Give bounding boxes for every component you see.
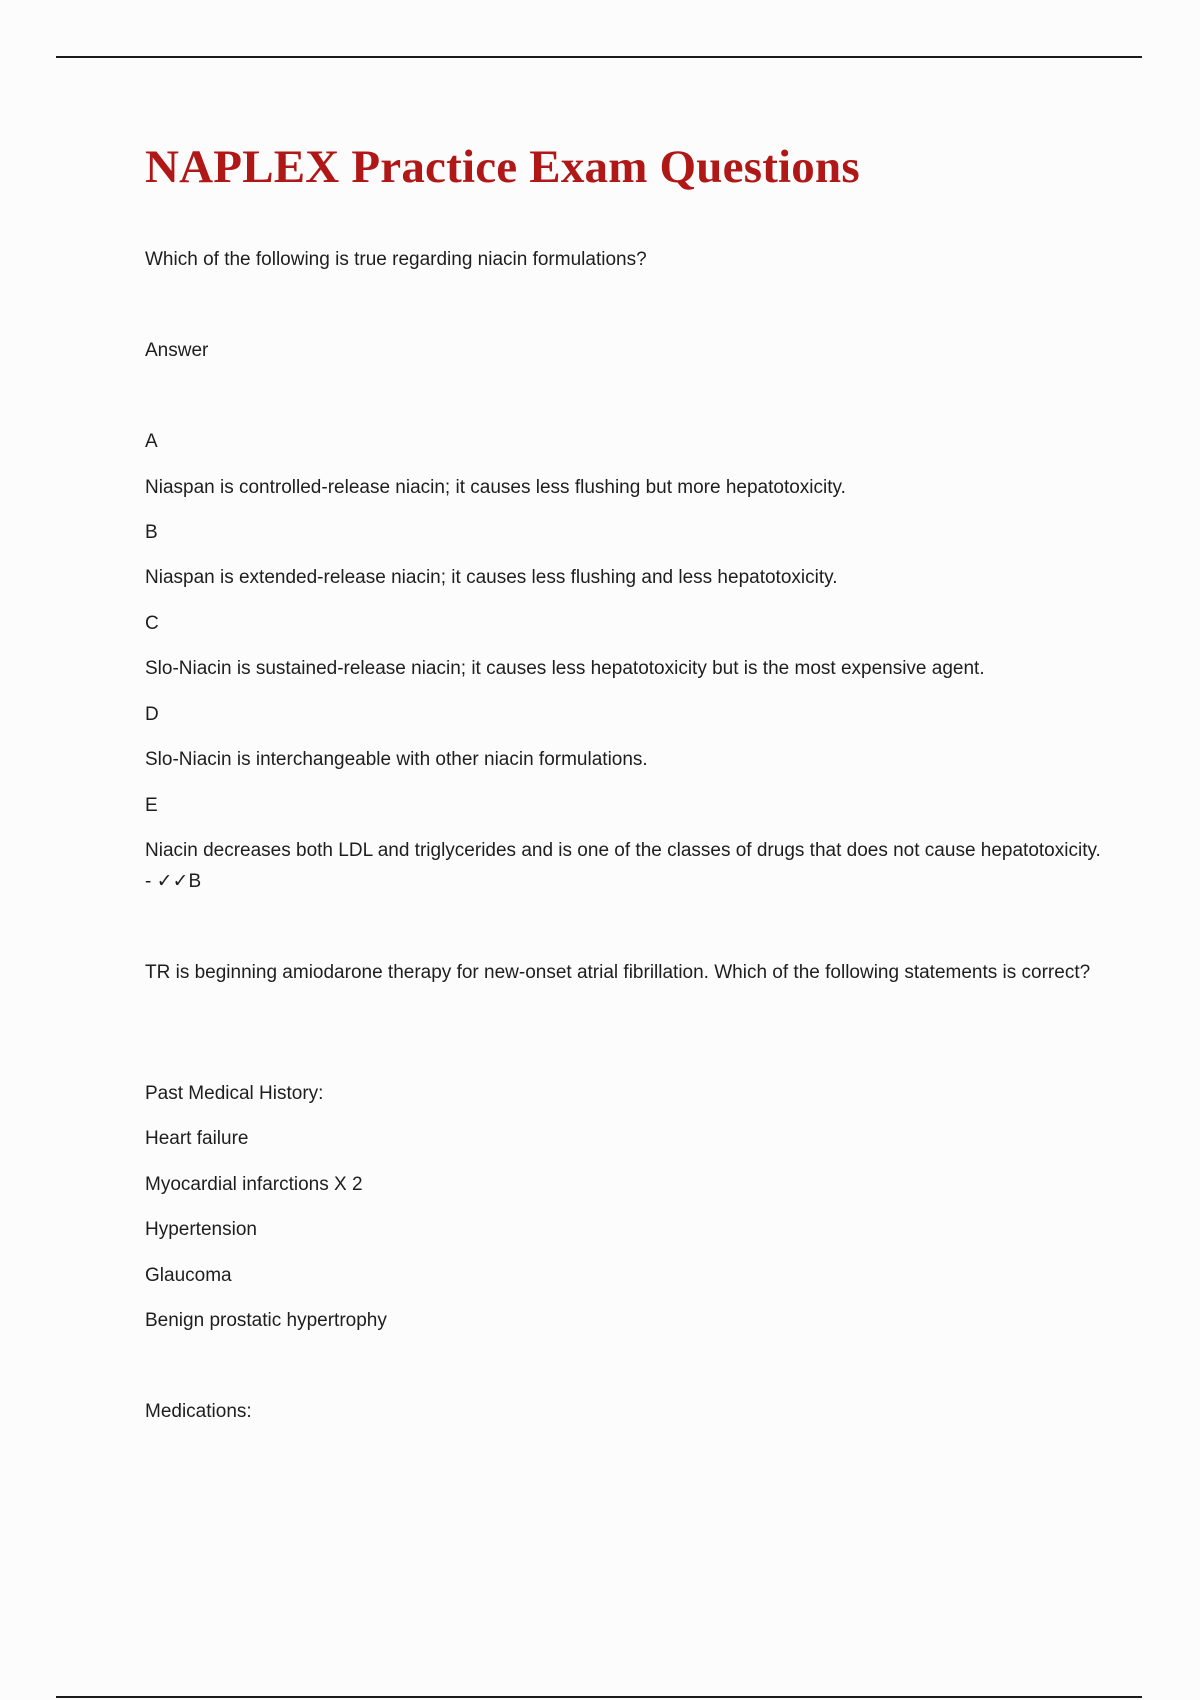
- header-rule: [56, 56, 1142, 58]
- option-c-letter: C: [145, 613, 159, 634]
- history-item: Myocardial infarctions X 2: [145, 1174, 363, 1195]
- option-b-letter: B: [145, 522, 158, 543]
- option-e-text: Niacin decreases both LDL and triglycerides and is one of the classes of drugs that does not cause hepatotoxicity. - ✓✓B: [145, 840, 1101, 892]
- history-item: Glaucoma: [145, 1265, 232, 1286]
- footer-rule: [56, 1696, 1142, 1698]
- option-a-text: Niaspan is controlled-release niacin; it causes less flushing but more hepatotoxicity.: [145, 477, 846, 498]
- history-item: Benign prostatic hypertrophy: [145, 1310, 387, 1331]
- page-title: NAPLEX Practice Exam Questions: [145, 141, 860, 193]
- medications-label: Medications:: [145, 1401, 252, 1422]
- question-1-stem: Which of the following is true regarding niacin formulations?: [145, 249, 647, 270]
- history-item: Hypertension: [145, 1219, 257, 1240]
- option-a-letter: A: [145, 431, 158, 452]
- question-2-stem: TR is beginning amiodarone therapy for new-onset atrial fibrillation. Which of the following statements is correct?: [145, 962, 1091, 983]
- option-e-letter: E: [145, 795, 158, 816]
- option-d-text: Slo-Niacin is interchangeable with other niacin formulations.: [145, 749, 648, 770]
- option-c-text: Slo-Niacin is sustained-release niacin; it causes less hepatotoxicity but is the most expensive agent.: [145, 658, 985, 679]
- answer-label: Answer: [145, 340, 209, 361]
- option-d-letter: D: [145, 704, 159, 725]
- history-label: Past Medical History:: [145, 1083, 324, 1104]
- history-item: Heart failure: [145, 1128, 249, 1149]
- option-b-text: Niaspan is extended-release niacin; it causes less flushing and less hepatotoxicity.: [145, 567, 838, 588]
